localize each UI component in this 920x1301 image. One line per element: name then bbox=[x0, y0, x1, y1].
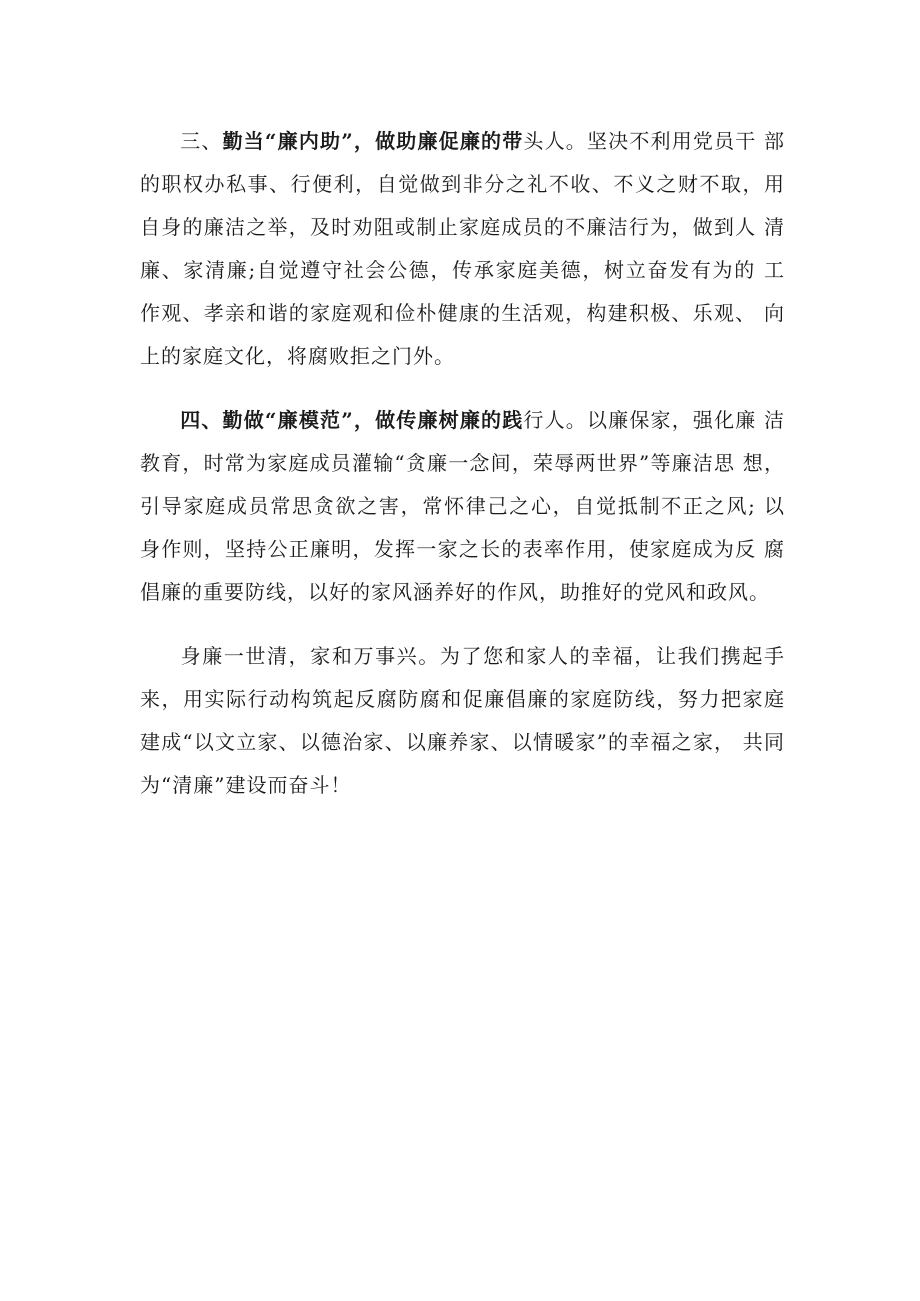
paragraph-three-heading: 勤当“廉内助”，做助廉促廉的带 bbox=[222, 129, 524, 153]
paragraph-four-body: 行人。以廉保家，强化廉 洁教育，时常为家庭成员灌输“贪廉一念间，荣辱两世界”等廉洁思 想，引导家庭成员常思贪欲之害，常怀律己之心，自觉抵制不正之风; 以身作则，坚持公正廉明，发挥一家之长的表率作用，使家庭成为反 腐倡廉的重要防线，以好的家风涵养好的作风，助推好的党风和政风。 bbox=[140, 408, 785, 604]
document-page bbox=[140, 120, 785, 807]
paragraph-four bbox=[140, 399, 785, 614]
paragraph-three-body: 头人。坚决不利用党员干 部的职权办私事、行便利，自觉做到非分之礼不收、不义之财不取，用自身的廉洁之举，及时劝阻或制止家庭成员的不廉洁行为，做到人 清廉、家清廉;自觉遵守社会公德，传承家庭美德，树立奋发有为的 工作观、孝亲和谐的家庭观和俭朴健康的生活观，构建积极、乐观、 向上的家庭文化，将腐败拒之门外。 bbox=[140, 129, 785, 368]
paragraph-closing-body: 身廉一世清，家和万事兴。为了您和家人的幸福，让我们携起手 来，用实际行动构筑起反腐防腐和促廉倡廉的家庭防线，努力把家庭 建成“以文立家、以德治家、以廉养家、以情暖家”的幸福之家， 共同为“清廉”建设而奋斗！ bbox=[140, 644, 785, 797]
paragraph-closing bbox=[140, 635, 785, 807]
paragraph-three-prefix: 三、 bbox=[180, 129, 223, 153]
paragraph-three bbox=[140, 120, 785, 378]
paragraph-four-heading: 四、勤做“廉模范”，做传廉树廉的践 bbox=[180, 408, 524, 432]
